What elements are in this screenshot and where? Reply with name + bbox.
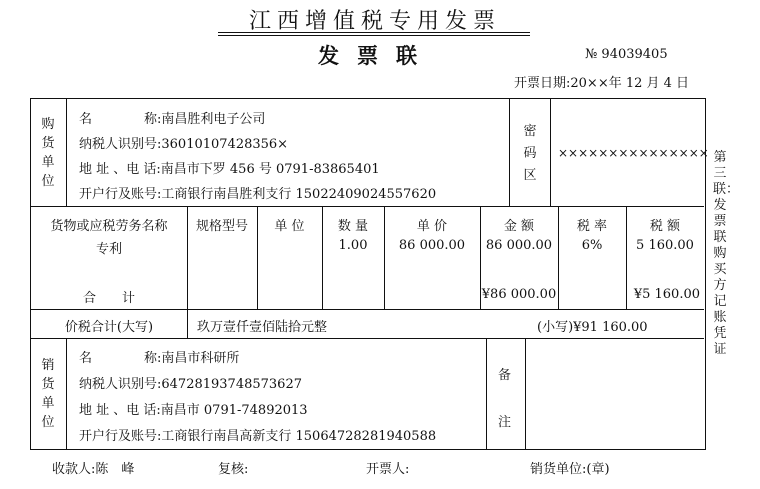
seller-section-label: 销货单位 — [41, 358, 55, 430]
buyer-address-phone: 地 址 、电 话:南昌市下罗 456 号 0791-83865401 — [79, 162, 380, 177]
col-header-goods: 货物或应税劳务名称 — [50, 219, 168, 234]
seller-name: 名 称:南昌市科研所 — [79, 351, 240, 366]
remark-label-top: 备 — [498, 368, 512, 383]
grand-total-upper: 玖万壹仟壹佰陆拾元整 — [197, 320, 328, 335]
item-qty: 1.00 — [338, 238, 368, 253]
title-underline — [218, 35, 530, 36]
buyer-section-label: 购货单位 — [41, 117, 55, 189]
grand-total-label: 价税合计(大写) — [64, 320, 154, 335]
seller-seal: 销货单位:(章) — [530, 462, 610, 477]
item-tax: 5 160.00 — [636, 238, 694, 253]
col-header-qty: 数 量 — [337, 219, 369, 234]
remark-label-bottom: 注 — [498, 415, 512, 430]
password-area-value: ××××××××××××××× — [558, 146, 709, 160]
password-area-label: 密码区 — [523, 124, 537, 183]
copy-side-note: 第三联：发票联 购买方记账凭证 — [713, 150, 740, 357]
col-header-tax: 税 额 — [649, 219, 681, 234]
buyer-tax-id: 纳税人识别号:36010107428356× — [79, 137, 289, 152]
invoice-title: 江西增值税专用发票 — [248, 9, 501, 34]
item-amount: 86 000.00 — [485, 238, 553, 253]
item-price: 86 000.00 — [398, 238, 466, 253]
item-rate: 6% — [581, 238, 603, 253]
seller-bank-account: 开户行及账号:工商银行南昌高新支行 15064728281940588 — [79, 429, 437, 444]
total-amount: ¥86 000.00 — [481, 287, 557, 302]
invoice-table — [30, 98, 709, 450]
reviewer: 复核: — [218, 462, 249, 477]
item-name: 专利 — [95, 242, 122, 257]
col-header-amount: 金 额 — [503, 219, 535, 234]
grand-total-lower: (小写)¥91 160.00 — [537, 320, 648, 335]
invoice-number: № 94039405 — [585, 47, 668, 62]
issuer: 开票人: — [366, 462, 410, 477]
seller-address-phone: 地 址 、电 话:南昌市 0791-74892013 — [79, 403, 308, 418]
title-underline — [218, 32, 530, 33]
seller-tax-id: 纳税人识别号:64728193748573627 — [79, 377, 302, 392]
invoice-subtitle: 发票联 — [318, 43, 435, 68]
col-header-unit: 单 位 — [274, 219, 305, 234]
col-header-spec: 规格型号 — [195, 219, 248, 234]
buyer-name: 名 称:南昌胜利电子公司 — [79, 112, 266, 127]
buyer-bank-account: 开户行及账号:工商银行南昌胜利支行 15022409024557620 — [79, 187, 437, 202]
payee: 收款人:陈 峰 — [52, 462, 135, 477]
total-tax: ¥5 160.00 — [633, 287, 700, 302]
total-label: 合 计 — [82, 291, 135, 306]
col-header-price: 单 价 — [416, 219, 448, 234]
issue-date: 开票日期:20××年 12 月 4 日 — [514, 76, 690, 91]
col-header-rate: 税 率 — [576, 219, 608, 234]
